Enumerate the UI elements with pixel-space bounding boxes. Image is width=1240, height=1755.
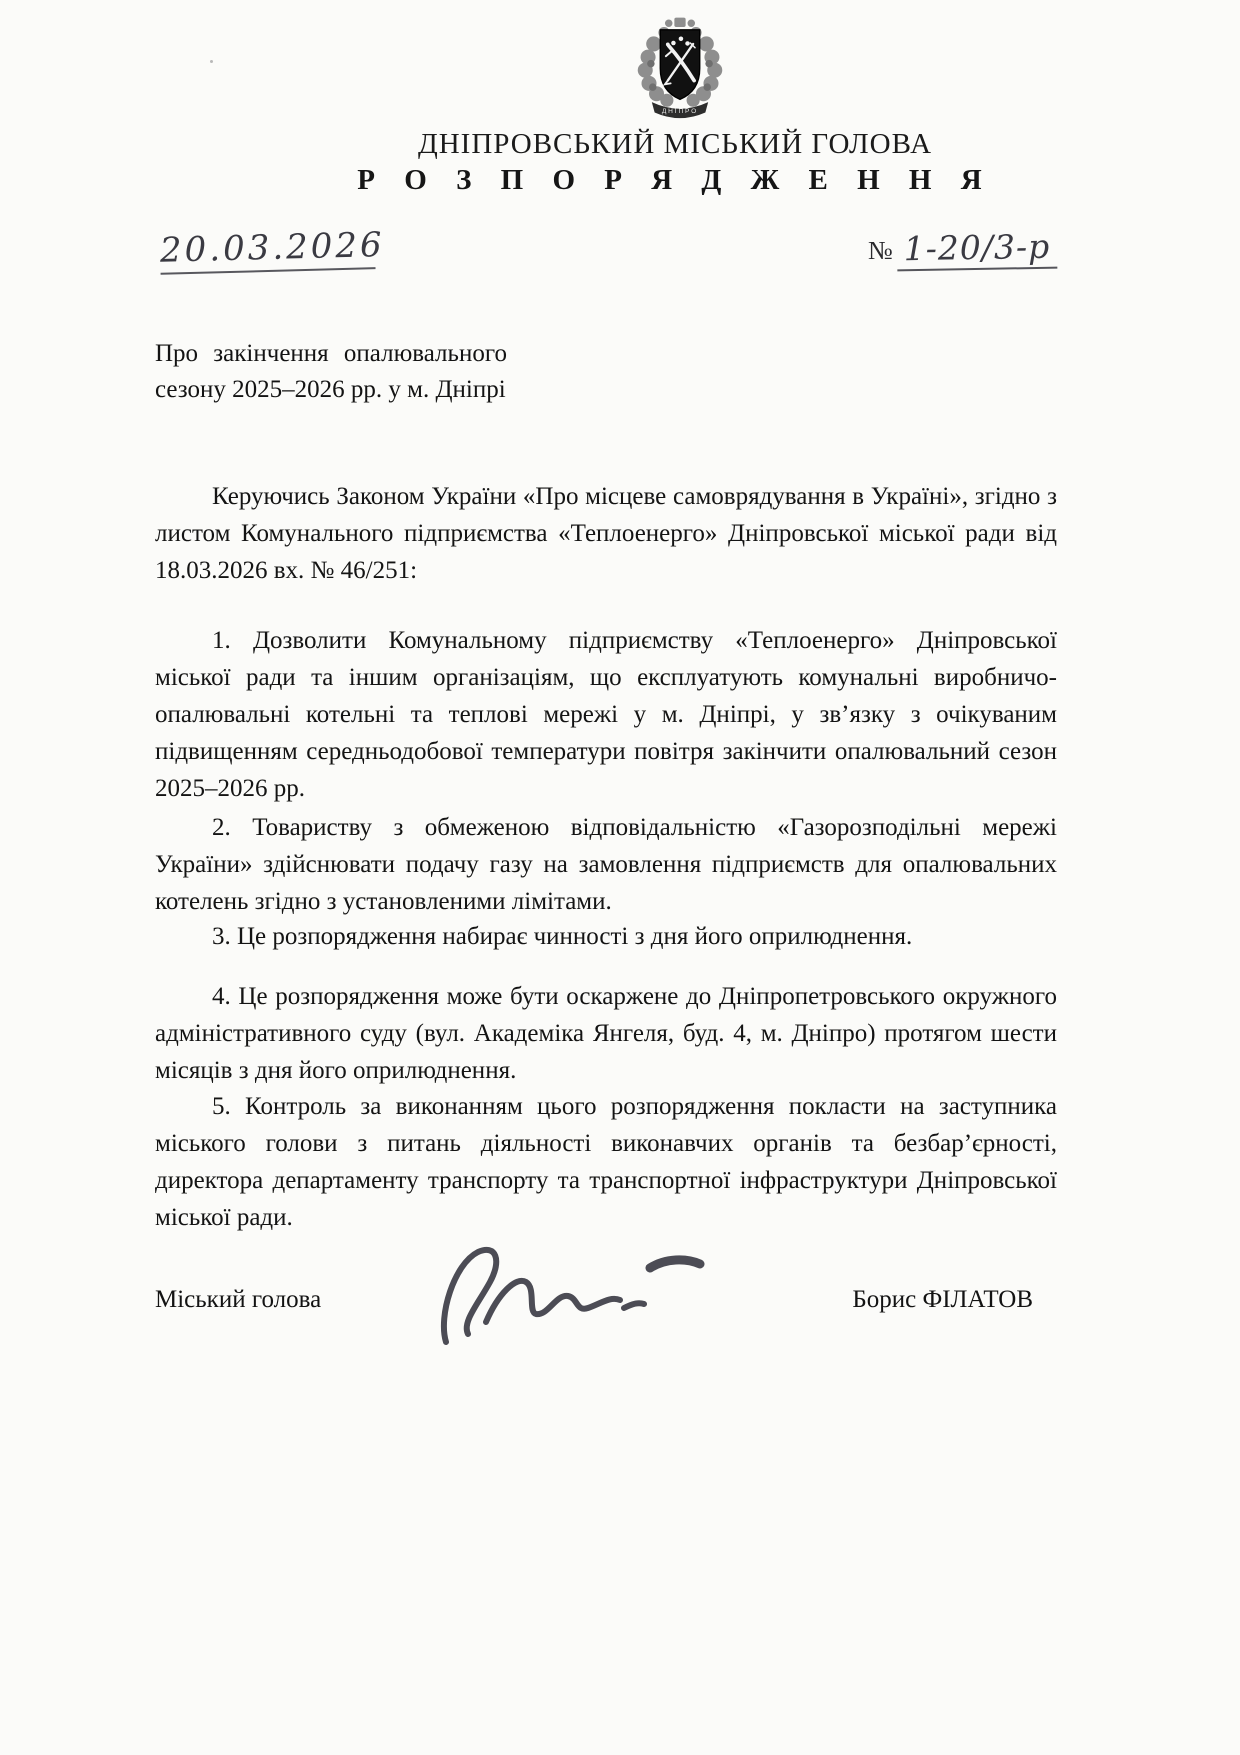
preamble-paragraph: Керуючись Законом України «Про місцеве самоврядування в Україні», згідно з листом Комунального підприємства «Теплоенерго» Дніпровської міської ради від 18.03.2026 вх. № 46/251: [155,483,1057,584]
signer-name: Борис ФІЛАТОВ [852,1286,1033,1313]
order-item-2: 2. Товариству з обмеженою відповідальністю «Газорозподільні мережі України» здійснювати подачу газу на замовлення підприємств для опалювальних котелень згідно з установленими лімітами. [155,814,1057,915]
order-item-5: 5. Контроль за виконанням цього розпорядження покласти на заступника міського голови з питань діяльності виконавчих органів та безбар’єрності, директора департаменту транспорту та транспортної інфраструктури Дніпровської міської ради. [155,1093,1057,1231]
subject-line-2: сезону 2025–2026 рр. у м. Дніпрі [155,376,506,403]
date-field [159,224,386,275]
signer-position: Міський голова [155,1286,322,1313]
handwritten-number: 1-20/3-р [903,226,1051,269]
subject-block [155,336,537,408]
dnipro-coat-of-arms-icon [632,12,728,120]
scan-speck [210,60,213,63]
subject-line-1: Про закінчення опалювального [155,340,507,367]
document-header [357,128,992,197]
order-item-1: 1. Дозволити Комунальному підприємству «Теплоенерго» Дніпровської міської ради та іншим організаціям, що експлуатують комунальні виробничо-опалювальні котельні та теплові мережі у м. Дніпрі, у зв’язку з очікуваним підвищенням середньодобової температури повітря закінчити опалювальний сезон 2025–2026 рр. [155,627,1057,802]
emblem-banner-text: ДНІПРО [661,107,699,115]
authority-title: ДНІПРОВСЬКИЙ МІСЬКИЙ ГОЛОВА [417,128,933,160]
number-sign-label: № [868,236,893,265]
order-item-3: 3. Це розпорядження набирає чинності з дня його оприлюднення. [212,923,913,950]
handwritten-date: 20.03.2026 [159,224,386,271]
signature-row [155,1286,1033,1314]
order-item-4: 4. Це розпорядження може бути оскаржене до Дніпропетровського окружного адміністративного суду (вул. Академіка Янгеля, буд. 4, м. Дніпро) протягом шести місяців з дня його оприлюднення. [155,983,1057,1084]
registration-number-field [868,228,1057,270]
document-type-title: Р О З П О Р Я Д Ж Е Н Н Я [357,164,993,196]
